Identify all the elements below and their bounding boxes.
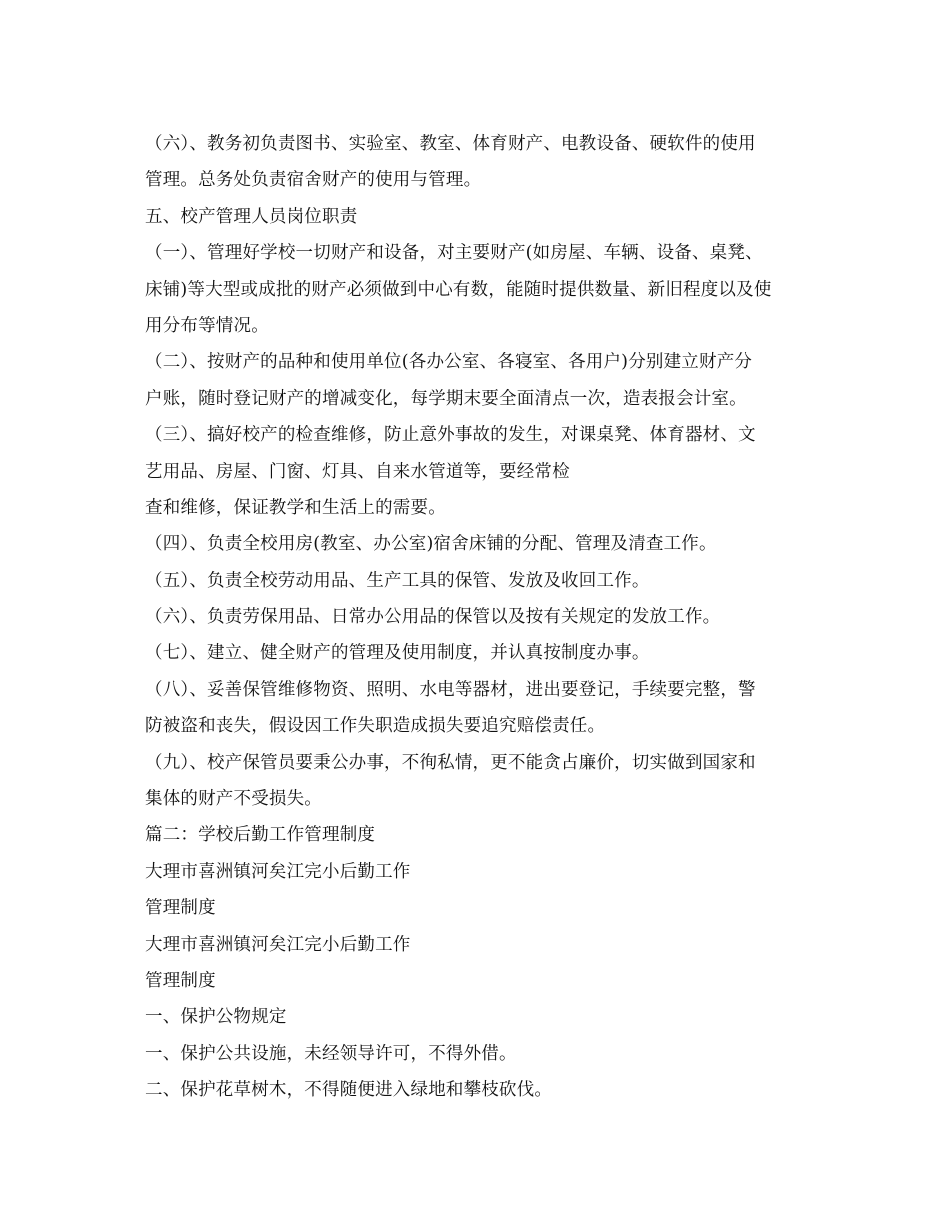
section-heading: 一、保护公物规定	[145, 1007, 287, 1028]
text-line: （六）、教务初负责图书、实验室、教室、体育财产、电教设备、硬软件的使用	[145, 134, 756, 154]
text-line: 防被盗和丧失，假设因工作失职造成损失要追究赔偿责任。	[145, 716, 606, 737]
text-line: 管理制度	[145, 970, 216, 991]
text-line: 床铺)等大型或成批的财产必须做到中心有数，能随时提供数量、新旧程度以及使	[145, 279, 772, 300]
section-heading: 篇二：学校后勤工作管理制度	[145, 825, 376, 846]
document-body	[145, 126, 815, 1109]
text-line: 艺用品、房屋、门窗、灯具、自来水管道等，要经常检	[145, 461, 570, 482]
text-line: （三）、搞好校产的检查维修，防止意外事故的发生，对课桌凳、体育器材、文	[145, 425, 756, 446]
text-line: 查和维修，保证教学和生活上的需要。	[145, 497, 446, 518]
text-line: 户账，随时登记财产的增减变化，每学期末要全面清点一次，造表报会计室。	[145, 388, 747, 409]
text-line: （四）、负责全校用房(教室、办公室)宿舍床铺的分配、管理及清查工作。	[145, 534, 717, 555]
text-line: 管理。总务处负责宿舍财产的使用与管理。	[145, 170, 482, 191]
text-line: （二）、按财产的品种和使用单位(各办公室、各寝室、各用户)分别建立财产分	[145, 352, 753, 373]
text-line: （六）、负责劳保用品、日常办公用品的保管以及按有关规定的发放工作。	[145, 607, 721, 628]
text-line: 一、保护公共设施，未经领导许可，不得外借。	[145, 1043, 517, 1064]
text-line: （九）、校产保管员要秉公办事，不徇私情，更不能贪占廉价，切实做到国家和	[145, 752, 756, 773]
text-line: （五）、负责全校劳动用品、生产工具的保管、发放及收回工作。	[145, 570, 650, 591]
text-line: （七）、建立、健全财产的管理及使用制度，并认真按制度办事。	[145, 643, 650, 664]
section-heading: 五、校产管理人员岗位职责	[145, 206, 358, 227]
text-line: （一）、管理好学校一切财产和设备，对主要财产(如房屋、车辆、设备、桌凳、	[145, 243, 763, 264]
text-line: 集体的财产不受损失。	[145, 789, 322, 810]
text-line: （八）、妥善保管维修物资、照明、水电等器材，进出要登记，手续要完整，警	[145, 679, 756, 700]
text-line: 用分布等情况。	[145, 315, 269, 336]
text-line: 大理市喜洲镇河矣江完小后勤工作	[145, 861, 411, 882]
text-line: 管理制度	[145, 898, 216, 919]
text-line: 二、保护花草树木，不得随便进入绿地和攀枝砍伐。	[145, 1080, 553, 1101]
text-line: 大理市喜洲镇河矣江完小后勤工作	[145, 934, 411, 955]
